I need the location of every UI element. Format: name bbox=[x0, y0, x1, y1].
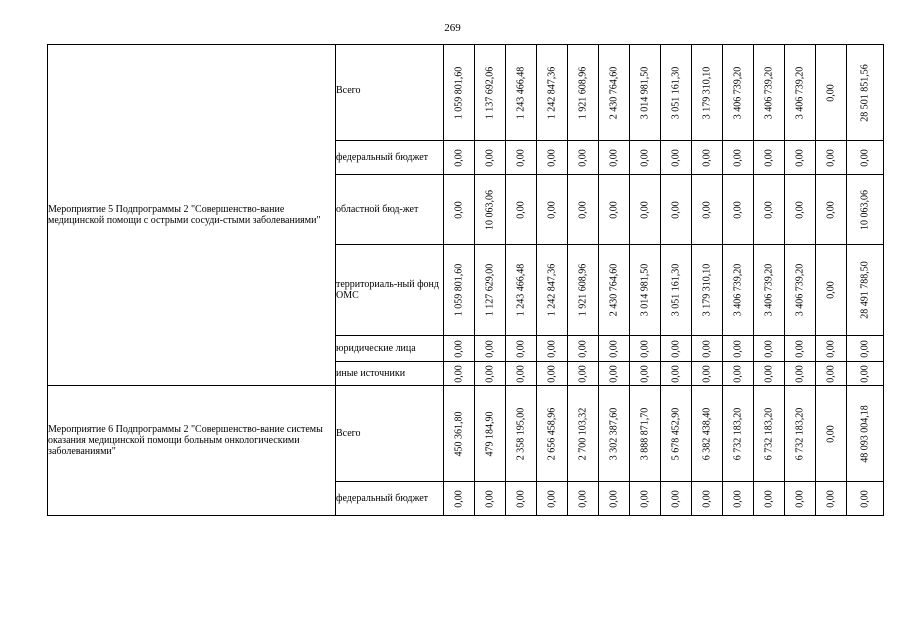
value-cell bbox=[847, 45, 884, 141]
value-cell bbox=[475, 362, 506, 386]
value-text: 3 888 871,70 bbox=[639, 407, 651, 460]
value-cell bbox=[630, 245, 661, 336]
value-cell bbox=[444, 386, 475, 482]
value-cell bbox=[847, 175, 884, 245]
value-text: 0,00 bbox=[484, 148, 496, 167]
value-text: 0,00 bbox=[732, 339, 744, 358]
value-text: 0,00 bbox=[546, 364, 558, 383]
value-cell bbox=[661, 482, 692, 516]
value-text: 0,00 bbox=[732, 148, 744, 167]
value-text: 0,00 bbox=[701, 339, 713, 358]
value-text: 48 093 004,18 bbox=[859, 404, 871, 463]
value-cell bbox=[816, 45, 847, 141]
value-text: 0,00 bbox=[639, 200, 651, 219]
value-cell bbox=[816, 141, 847, 175]
value-text: 0,00 bbox=[484, 339, 496, 358]
value-text: 0,00 bbox=[859, 339, 871, 358]
value-cell bbox=[723, 362, 754, 386]
value-text: 3 179 310,10 bbox=[701, 66, 713, 119]
value-text: 0,00 bbox=[608, 489, 620, 508]
value-cell bbox=[444, 175, 475, 245]
value-cell bbox=[537, 336, 568, 362]
value-cell bbox=[785, 362, 816, 386]
value-cell bbox=[723, 245, 754, 336]
value-text: 0,00 bbox=[794, 364, 806, 383]
value-cell bbox=[630, 45, 661, 141]
value-cell bbox=[692, 386, 723, 482]
value-cell bbox=[568, 386, 599, 482]
value-text: 0,00 bbox=[859, 364, 871, 383]
value-text: 3 406 739,20 bbox=[732, 263, 744, 317]
value-text: 0,00 bbox=[825, 200, 837, 219]
value-text: 0,00 bbox=[794, 148, 806, 167]
value-text: 3 051 161,30 bbox=[670, 263, 682, 317]
value-text: 0,00 bbox=[453, 200, 465, 219]
value-cell bbox=[630, 386, 661, 482]
value-text: 0,00 bbox=[546, 489, 558, 508]
value-text: 0,00 bbox=[701, 200, 713, 219]
value-text: 0,00 bbox=[515, 339, 527, 358]
value-text: 0,00 bbox=[701, 364, 713, 383]
value-cell bbox=[847, 386, 884, 482]
value-cell bbox=[723, 141, 754, 175]
value-text: 10 063,06 bbox=[484, 189, 496, 230]
value-text: 2 656 458,96 bbox=[546, 407, 558, 460]
value-cell bbox=[785, 336, 816, 362]
value-text: 0,00 bbox=[732, 489, 744, 508]
value-cell bbox=[661, 386, 692, 482]
value-text: 0,00 bbox=[453, 339, 465, 358]
value-cell bbox=[537, 482, 568, 516]
value-cell bbox=[506, 362, 537, 386]
value-text: 1 243 466,48 bbox=[515, 263, 527, 317]
value-cell bbox=[568, 175, 599, 245]
value-text: 0,00 bbox=[825, 489, 837, 508]
value-text: 0,00 bbox=[577, 364, 589, 383]
value-cell bbox=[568, 362, 599, 386]
funding-source-cell: областной бюд-жет bbox=[336, 175, 444, 245]
value-text: 0,00 bbox=[825, 281, 837, 299]
value-cell bbox=[847, 362, 884, 386]
value-cell bbox=[661, 336, 692, 362]
value-text: 0,00 bbox=[484, 489, 496, 508]
value-cell bbox=[444, 336, 475, 362]
value-text: 3 406 739,20 bbox=[794, 263, 806, 317]
value-cell bbox=[785, 482, 816, 516]
value-text: 0,00 bbox=[577, 339, 589, 358]
value-cell bbox=[506, 45, 537, 141]
value-text: 3 406 739,20 bbox=[732, 66, 744, 119]
value-text: 28 501 851,56 bbox=[859, 63, 871, 122]
value-cell bbox=[692, 175, 723, 245]
value-text: 450 361,80 bbox=[453, 411, 465, 456]
value-cell bbox=[692, 336, 723, 362]
value-cell bbox=[723, 336, 754, 362]
value-text: 0,00 bbox=[763, 364, 775, 383]
funding-source-cell: Всего bbox=[336, 45, 444, 141]
value-cell bbox=[630, 141, 661, 175]
value-cell bbox=[754, 336, 785, 362]
value-text: 2 430 764,60 bbox=[608, 263, 620, 317]
value-cell bbox=[847, 336, 884, 362]
funding-source-cell: юридические лица bbox=[336, 336, 444, 362]
table-row bbox=[48, 386, 884, 482]
value-text: 0,00 bbox=[732, 200, 744, 219]
value-cell bbox=[816, 175, 847, 245]
value-cell bbox=[506, 245, 537, 336]
value-text: 1 242 847,36 bbox=[546, 263, 558, 317]
value-cell bbox=[599, 141, 630, 175]
value-text: 0,00 bbox=[701, 148, 713, 167]
value-cell bbox=[723, 482, 754, 516]
value-cell bbox=[816, 336, 847, 362]
value-cell bbox=[599, 482, 630, 516]
value-cell bbox=[537, 245, 568, 336]
value-cell bbox=[692, 362, 723, 386]
value-cell bbox=[599, 45, 630, 141]
value-cell bbox=[506, 141, 537, 175]
value-text: 0,00 bbox=[639, 364, 651, 383]
funding-source-cell: территориаль-ный фонд ОМС bbox=[336, 245, 444, 336]
measure-name-cell: Мероприятие 6 Подпрограммы 2 "Совершенство-вание системы оказания медицинской помощи больным онкологическими заболеваниями" bbox=[48, 386, 336, 516]
value-cell bbox=[847, 245, 884, 336]
budget-table bbox=[47, 44, 884, 516]
value-text: 0,00 bbox=[825, 148, 837, 167]
value-cell bbox=[754, 386, 785, 482]
value-text: 0,00 bbox=[639, 489, 651, 508]
value-text: 1 921 608,96 bbox=[577, 263, 589, 317]
value-cell bbox=[506, 175, 537, 245]
value-cell bbox=[475, 141, 506, 175]
value-text: 0,00 bbox=[825, 83, 837, 102]
value-cell bbox=[630, 175, 661, 245]
value-cell bbox=[568, 336, 599, 362]
value-text: 0,00 bbox=[577, 148, 589, 167]
value-text: 0,00 bbox=[670, 148, 682, 167]
value-cell bbox=[475, 45, 506, 141]
value-text: 0,00 bbox=[484, 364, 496, 383]
value-text: 0,00 bbox=[577, 489, 589, 508]
value-cell bbox=[475, 482, 506, 516]
funding-source-cell: федеральный бюджет bbox=[336, 141, 444, 175]
value-cell bbox=[537, 362, 568, 386]
value-text: 6 732 183,20 bbox=[732, 407, 744, 460]
value-text: 3 302 387,60 bbox=[608, 407, 620, 460]
value-text: 2 430 764,60 bbox=[608, 66, 620, 119]
value-cell bbox=[692, 45, 723, 141]
value-text: 0,00 bbox=[763, 339, 775, 358]
value-cell bbox=[599, 386, 630, 482]
value-text: 0,00 bbox=[515, 200, 527, 219]
value-cell bbox=[754, 175, 785, 245]
value-text: 0,00 bbox=[608, 339, 620, 358]
value-text: 0,00 bbox=[608, 364, 620, 383]
value-text: 0,00 bbox=[453, 489, 465, 508]
value-cell bbox=[754, 141, 785, 175]
value-cell bbox=[754, 482, 785, 516]
value-text: 0,00 bbox=[608, 148, 620, 167]
value-cell bbox=[506, 386, 537, 482]
value-cell bbox=[754, 245, 785, 336]
value-cell bbox=[816, 386, 847, 482]
value-text: 0,00 bbox=[701, 489, 713, 508]
table-row bbox=[48, 45, 884, 141]
value-text: 0,00 bbox=[515, 148, 527, 167]
page-number: 269 bbox=[444, 22, 461, 34]
value-cell bbox=[785, 386, 816, 482]
value-cell bbox=[723, 45, 754, 141]
value-cell bbox=[816, 362, 847, 386]
value-cell bbox=[444, 141, 475, 175]
value-cell bbox=[847, 141, 884, 175]
value-text: 0,00 bbox=[546, 148, 558, 167]
value-text: 0,00 bbox=[763, 200, 775, 219]
value-text: 0,00 bbox=[794, 339, 806, 358]
value-cell bbox=[816, 245, 847, 336]
value-text: 0,00 bbox=[732, 364, 744, 383]
value-cell bbox=[506, 482, 537, 516]
value-cell bbox=[568, 482, 599, 516]
value-cell bbox=[692, 482, 723, 516]
value-text: 0,00 bbox=[515, 489, 527, 508]
value-text: 0,00 bbox=[453, 364, 465, 383]
value-cell bbox=[599, 336, 630, 362]
value-cell bbox=[444, 362, 475, 386]
value-cell bbox=[847, 482, 884, 516]
value-cell bbox=[661, 45, 692, 141]
value-text: 0,00 bbox=[825, 364, 837, 383]
value-cell bbox=[599, 175, 630, 245]
value-cell bbox=[661, 175, 692, 245]
value-cell bbox=[475, 386, 506, 482]
value-text: 0,00 bbox=[639, 148, 651, 167]
value-text: 3 179 310,10 bbox=[701, 263, 713, 317]
funding-source-cell: федеральный бюджет bbox=[336, 482, 444, 516]
value-cell bbox=[754, 45, 785, 141]
value-cell bbox=[785, 45, 816, 141]
value-text: 0,00 bbox=[859, 148, 871, 167]
value-text: 3 014 981,50 bbox=[639, 263, 651, 317]
value-text: 1 242 847,36 bbox=[546, 66, 558, 119]
value-text: 0,00 bbox=[670, 200, 682, 219]
value-cell bbox=[444, 45, 475, 141]
value-cell bbox=[785, 175, 816, 245]
value-cell bbox=[692, 141, 723, 175]
value-cell bbox=[475, 336, 506, 362]
value-cell bbox=[537, 386, 568, 482]
value-cell bbox=[630, 336, 661, 362]
value-cell bbox=[723, 175, 754, 245]
value-cell bbox=[444, 482, 475, 516]
value-text: 5 678 452,90 bbox=[670, 407, 682, 460]
value-text: 6 382 438,40 bbox=[701, 407, 713, 460]
value-cell bbox=[537, 141, 568, 175]
value-cell bbox=[568, 245, 599, 336]
value-text: 0,00 bbox=[546, 200, 558, 219]
value-text: 2 700 103,32 bbox=[577, 407, 589, 460]
value-cell bbox=[444, 245, 475, 336]
value-cell bbox=[475, 245, 506, 336]
value-text: 1 059 801,60 bbox=[453, 66, 465, 119]
value-text: 0,00 bbox=[763, 148, 775, 167]
value-text: 3 406 739,20 bbox=[763, 66, 775, 119]
value-text: 0,00 bbox=[546, 339, 558, 358]
value-text: 10 063,06 bbox=[859, 189, 871, 230]
value-cell bbox=[692, 245, 723, 336]
value-cell bbox=[661, 362, 692, 386]
value-text: 0,00 bbox=[794, 200, 806, 219]
value-cell bbox=[506, 336, 537, 362]
value-text: 6 732 183,20 bbox=[794, 407, 806, 460]
value-cell bbox=[568, 141, 599, 175]
value-cell bbox=[537, 45, 568, 141]
value-text: 0,00 bbox=[825, 424, 837, 443]
value-text: 1 243 466,48 bbox=[515, 66, 527, 119]
value-text: 479 184,90 bbox=[484, 411, 496, 456]
value-text: 28 491 788,50 bbox=[859, 261, 871, 319]
value-text: 0,00 bbox=[639, 339, 651, 358]
value-text: 0,00 bbox=[515, 364, 527, 383]
value-text: 1 137 692,06 bbox=[484, 66, 496, 119]
value-text: 1 921 608,96 bbox=[577, 66, 589, 119]
value-cell bbox=[630, 362, 661, 386]
value-cell bbox=[816, 482, 847, 516]
value-cell bbox=[785, 245, 816, 336]
value-text: 0,00 bbox=[670, 339, 682, 358]
value-text: 0,00 bbox=[763, 489, 775, 508]
value-text: 2 358 195,00 bbox=[515, 407, 527, 460]
value-cell bbox=[754, 362, 785, 386]
value-cell bbox=[661, 141, 692, 175]
value-text: 0,00 bbox=[670, 489, 682, 508]
value-cell bbox=[599, 362, 630, 386]
value-text: 0,00 bbox=[577, 200, 589, 219]
value-text: 0,00 bbox=[670, 364, 682, 383]
value-text: 0,00 bbox=[825, 339, 837, 358]
funding-source-cell: иные источники bbox=[336, 362, 444, 386]
measure-name-cell: Мероприятие 5 Подпрограммы 2 "Совершенство-вание медицинской помощи с острыми сосуди-стыми заболеваниями" bbox=[48, 45, 336, 386]
value-text: 6 732 183,20 bbox=[763, 407, 775, 460]
value-text: 1 127 629,00 bbox=[484, 263, 496, 317]
value-cell bbox=[475, 175, 506, 245]
value-text: 0,00 bbox=[608, 200, 620, 219]
value-cell bbox=[568, 45, 599, 141]
value-cell bbox=[599, 245, 630, 336]
value-text: 0,00 bbox=[794, 489, 806, 508]
value-cell bbox=[537, 175, 568, 245]
value-text: 3 051 161,30 bbox=[670, 66, 682, 119]
value-cell bbox=[630, 482, 661, 516]
value-cell bbox=[723, 386, 754, 482]
value-text: 1 059 801,60 bbox=[453, 263, 465, 317]
value-text: 0,00 bbox=[453, 148, 465, 167]
value-cell bbox=[661, 245, 692, 336]
funding-source-cell: Всего bbox=[336, 386, 444, 482]
value-text: 3 406 739,20 bbox=[763, 263, 775, 317]
value-text: 3 014 981,50 bbox=[639, 66, 651, 119]
value-text: 0,00 bbox=[859, 489, 871, 508]
value-cell bbox=[785, 141, 816, 175]
value-text: 3 406 739,20 bbox=[794, 66, 806, 119]
